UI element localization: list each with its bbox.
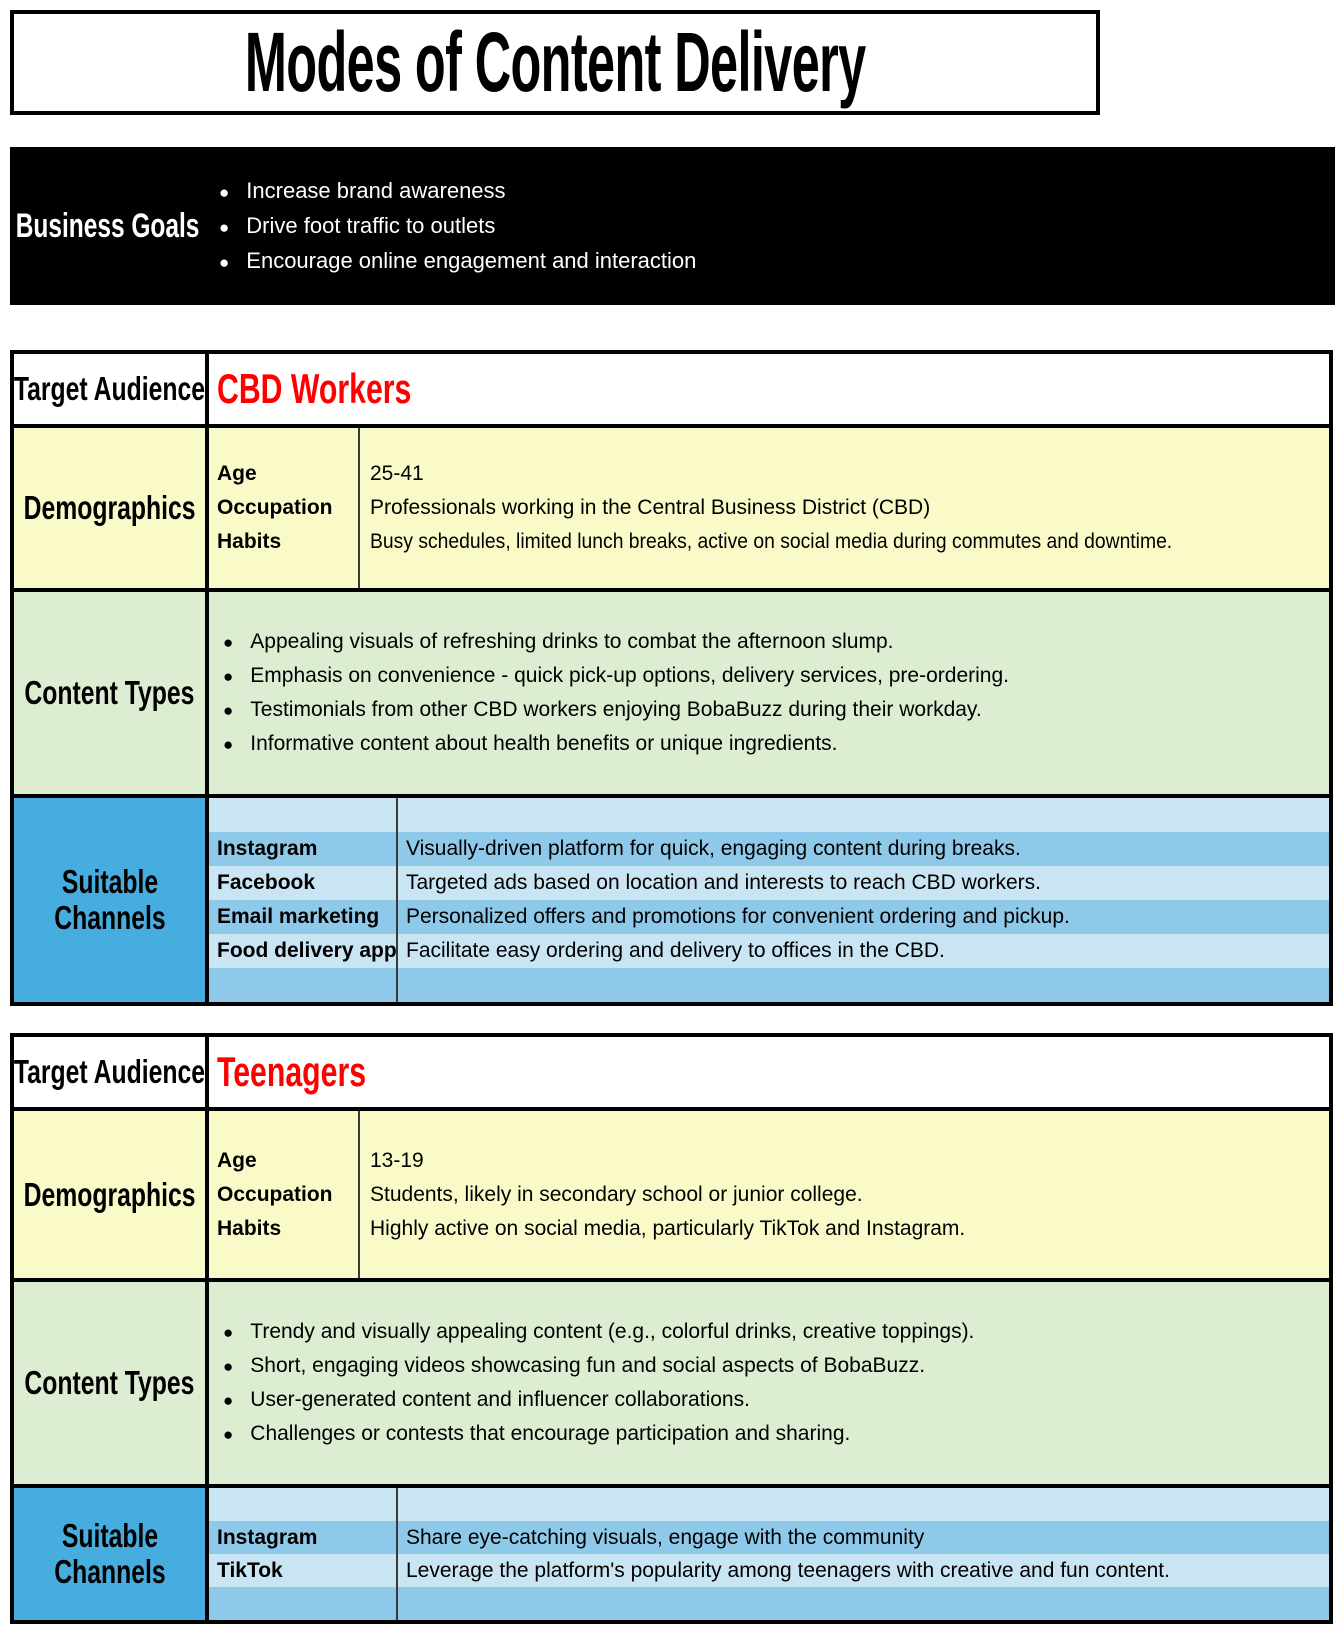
demographics-label: Demographics bbox=[23, 1175, 196, 1213]
suitable-channels-label-cell bbox=[14, 798, 209, 1002]
content-type-text: User-generated content and influencer collaborations. bbox=[250, 1388, 750, 1411]
bullet-icon: ● bbox=[223, 1425, 234, 1444]
bullet-icon: ● bbox=[223, 701, 234, 720]
list-item bbox=[223, 659, 1329, 693]
demographics-values bbox=[360, 428, 1329, 588]
bullet-icon: ● bbox=[223, 1391, 234, 1410]
content-types-list bbox=[209, 1282, 1329, 1484]
suitable-channels-row bbox=[14, 1484, 1329, 1620]
audience-name-cell bbox=[209, 354, 1329, 424]
list-item bbox=[223, 693, 1329, 727]
target-audience-label-cell bbox=[14, 1037, 209, 1107]
bullet-icon: ● bbox=[223, 633, 234, 652]
content-type-text: Emphasis on convenience - quick pick-up options, delivery services, pre-ordering. bbox=[250, 664, 1009, 687]
channel-row bbox=[209, 866, 1329, 900]
target-audience-row bbox=[14, 1037, 1329, 1107]
channel-desc: Targeted ads based on location and interests to reach CBD workers. bbox=[406, 871, 1042, 894]
content-types-list bbox=[209, 592, 1329, 794]
business-goals-label-cell bbox=[10, 147, 205, 305]
list-item bbox=[219, 244, 1335, 279]
demographic-key: Occupation bbox=[217, 1182, 333, 1206]
demographic-value: Professionals working in the Central Business District (CBD) bbox=[370, 496, 931, 519]
channel-name: Food delivery app bbox=[209, 934, 398, 968]
channel-stripe-empty bbox=[209, 798, 1329, 832]
audience-name-cell bbox=[209, 1037, 1329, 1107]
title-box bbox=[10, 10, 1100, 115]
demographics-label-cell bbox=[14, 428, 209, 588]
channel-stripe-empty bbox=[209, 968, 1329, 1002]
demographics-row bbox=[14, 1107, 1329, 1278]
business-goals-banner bbox=[10, 147, 1335, 305]
business-goal-text: Drive foot traffic to outlets bbox=[246, 212, 496, 238]
channel-desc: Facilitate easy ordering and delivery to offices in the CBD. bbox=[406, 939, 945, 962]
content-type-text: Testimonials from other CBD workers enjoying BobaBuzz during their workday. bbox=[250, 698, 982, 721]
list-item bbox=[223, 625, 1329, 659]
demographic-value: Students, likely in secondary school or junior college. bbox=[370, 1182, 863, 1206]
audience-name: CBD Workers bbox=[217, 365, 412, 412]
bullet-icon: ● bbox=[223, 667, 234, 686]
demographic-key: Age bbox=[217, 1148, 257, 1172]
suitable-channels-label: Suitable Channels bbox=[53, 1517, 166, 1590]
content-type-text: Informative content about health benefits or unique ingredients. bbox=[250, 732, 838, 755]
list-item bbox=[219, 174, 1335, 209]
list-item bbox=[219, 209, 1335, 244]
channel-name: TikTok bbox=[209, 1554, 398, 1587]
content-types-label: Content Types bbox=[24, 674, 195, 711]
content-types-label: Content Types bbox=[24, 1364, 195, 1401]
business-goal-text: Encourage online engagement and interaction bbox=[246, 247, 697, 273]
channel-row bbox=[209, 1521, 1329, 1554]
demographic-key: Habits bbox=[217, 530, 282, 553]
bullet-icon: ● bbox=[223, 1357, 234, 1376]
list-item bbox=[223, 1315, 1329, 1349]
bullet-icon: ● bbox=[219, 182, 230, 202]
demographics-keys bbox=[209, 428, 360, 588]
suitable-channels-label-cell bbox=[14, 1488, 209, 1620]
content-type-text: Short, engaging videos showcasing fun and social aspects of BobaBuzz. bbox=[250, 1354, 926, 1377]
channel-name: Email marketing bbox=[209, 900, 398, 934]
demographics-keys bbox=[209, 1111, 360, 1278]
demographics-label-cell bbox=[14, 1111, 209, 1278]
channel-name: Facebook bbox=[209, 866, 398, 900]
suitable-channels-row bbox=[14, 794, 1329, 1002]
content-type-text: Challenges or contests that encourage participation and sharing. bbox=[250, 1422, 851, 1445]
target-audience-row bbox=[14, 354, 1329, 424]
bullet-icon: ● bbox=[223, 1323, 234, 1342]
channel-name: Instagram bbox=[209, 832, 398, 866]
demographic-value: Busy schedules, limited lunch breaks, active on social media during commutes and downtime. bbox=[370, 530, 1173, 553]
channel-row bbox=[209, 832, 1329, 866]
bullet-icon: ● bbox=[219, 217, 230, 237]
content-types-label-cell bbox=[14, 1282, 209, 1484]
content-type-text: Trendy and visually appealing content (e.g., colorful drinks, creative toppings). bbox=[250, 1320, 975, 1343]
business-goals-label: Business Goals bbox=[15, 206, 200, 245]
channel-desc: Share eye-catching visuals, engage with the community bbox=[406, 1525, 925, 1549]
page-title: Modes of Content Delivery bbox=[244, 15, 866, 109]
content-types-row bbox=[14, 1278, 1329, 1484]
target-audience-label: Target Audience bbox=[13, 1053, 206, 1090]
channel-stripes bbox=[209, 1488, 1329, 1620]
bullet-icon: ● bbox=[223, 735, 234, 754]
channel-row bbox=[209, 1554, 1329, 1587]
channel-desc: Visually-driven platform for quick, engaging content during breaks. bbox=[406, 837, 1021, 860]
channel-desc: Personalized offers and promotions for convenient ordering and pickup. bbox=[406, 905, 1070, 928]
business-goal-text: Increase brand awareness bbox=[246, 177, 506, 203]
demographic-key: Habits bbox=[217, 1216, 282, 1240]
suitable-channels-label: Suitable Channels bbox=[53, 863, 166, 936]
content-types-label-cell bbox=[14, 592, 209, 794]
channel-row bbox=[209, 900, 1329, 934]
business-goals-list bbox=[205, 147, 1335, 305]
audience-name: Teenagers bbox=[217, 1048, 367, 1095]
channel-stripes bbox=[209, 798, 1329, 1002]
channel-desc: Leverage the platform's popularity among teenagers with creative and fun content. bbox=[406, 1558, 1170, 1582]
channel-stripe-empty bbox=[209, 1488, 1329, 1521]
content-type-text: Appealing visuals of refreshing drinks to combat the afternoon slump. bbox=[250, 630, 894, 653]
demographics-values bbox=[360, 1111, 1329, 1278]
channel-stripe-empty bbox=[209, 1587, 1329, 1620]
channel-name: Instagram bbox=[209, 1521, 398, 1554]
channel-row bbox=[209, 934, 1329, 968]
target-audience-label-cell bbox=[14, 354, 209, 424]
target-audience-label: Target Audience bbox=[13, 370, 206, 407]
demographic-key: Age bbox=[217, 462, 257, 485]
audience-table-teenagers bbox=[10, 1033, 1333, 1624]
demographic-key: Occupation bbox=[217, 496, 333, 519]
list-item bbox=[223, 1349, 1329, 1383]
list-item bbox=[223, 1417, 1329, 1451]
list-item bbox=[223, 727, 1329, 761]
demographics-row bbox=[14, 424, 1329, 588]
content-types-row bbox=[14, 588, 1329, 794]
audience-table-cbd-workers bbox=[10, 350, 1333, 1006]
demographic-value: 25-41 bbox=[370, 462, 424, 485]
bullet-icon: ● bbox=[219, 252, 230, 272]
demographic-value: Highly active on social media, particularly TikTok and Instagram. bbox=[370, 1216, 966, 1240]
demographics-label: Demographics bbox=[23, 489, 196, 526]
demographic-value: 13-19 bbox=[370, 1148, 424, 1172]
list-item bbox=[223, 1383, 1329, 1417]
